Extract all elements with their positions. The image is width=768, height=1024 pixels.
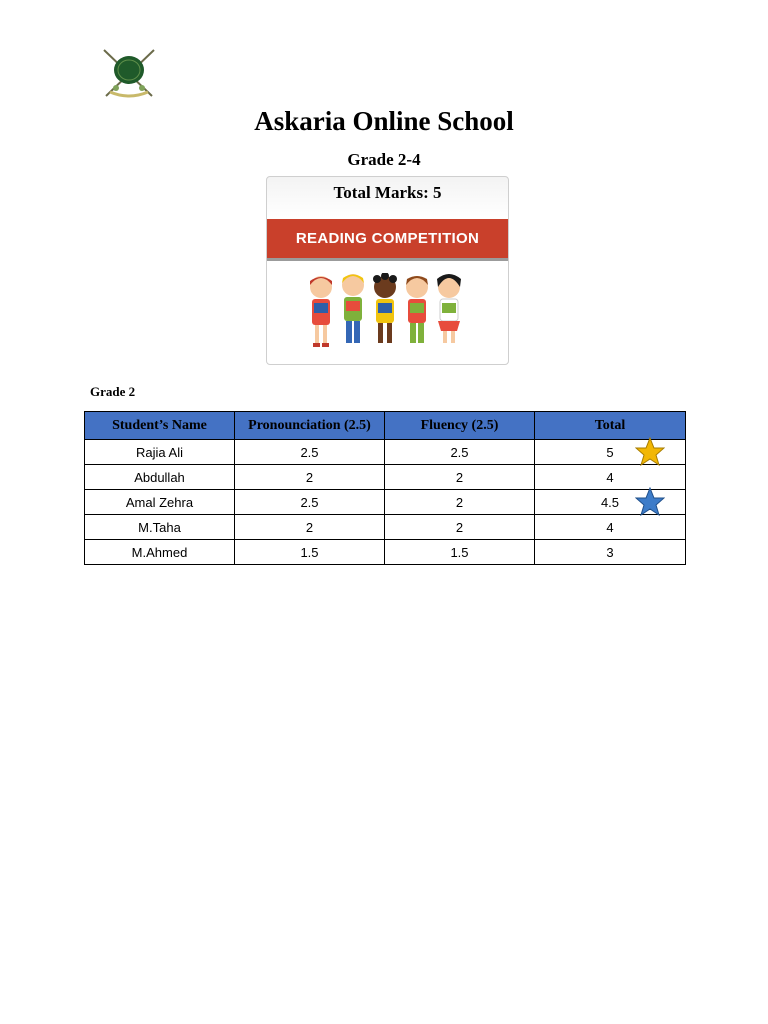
fluency-score: 2 <box>385 465 535 490</box>
column-header-fluency: Fluency (2.5) <box>385 412 535 440</box>
competition-title: READING COMPETITION <box>267 219 508 261</box>
column-header-pronunciation: Pronounciation (2.5) <box>235 412 385 440</box>
table-row <box>85 515 686 540</box>
total-score: 4 <box>535 465 686 490</box>
table-row <box>85 465 686 490</box>
page-title: Askaria Online School <box>254 106 514 136</box>
total-score-cell <box>535 440 686 465</box>
results-table <box>84 411 686 565</box>
fluency-score: 2 <box>385 515 535 540</box>
pronunciation-score: 2.5 <box>235 440 385 465</box>
total-score-cell <box>535 490 686 515</box>
fluency-score: 2 <box>385 490 535 515</box>
column-header-name: Student’s Name <box>85 412 235 440</box>
total-marks: Total Marks: 5 <box>333 183 442 202</box>
student-name: M.Ahmed <box>85 540 235 565</box>
table-header-row <box>85 412 686 440</box>
student-name: Rajia Ali <box>85 440 235 465</box>
pronunciation-score: 2 <box>235 515 385 540</box>
student-name: Abdullah <box>85 465 235 490</box>
competition-banner <box>266 176 509 365</box>
gold-star-icon <box>635 437 665 467</box>
total-score: 4.5 <box>600 494 620 510</box>
total-score: 3 <box>535 540 686 565</box>
table-row <box>85 440 686 465</box>
pronunciation-score: 2.5 <box>235 490 385 515</box>
fluency-score: 2.5 <box>385 440 535 465</box>
grade-range: Grade 2-4 <box>347 150 421 169</box>
pronunciation-score: 1.5 <box>235 540 385 565</box>
column-header-total: Total <box>535 412 686 440</box>
table-row <box>85 540 686 565</box>
school-logo <box>96 46 162 104</box>
student-name: M.Taha <box>85 515 235 540</box>
table-row <box>85 490 686 515</box>
section-grade-label: Grade 2 <box>90 384 136 399</box>
pronunciation-score: 2 <box>235 465 385 490</box>
blue-star-icon <box>635 487 665 517</box>
fluency-score: 1.5 <box>385 540 535 565</box>
reading-kids-illustration <box>305 273 475 357</box>
total-score: 4 <box>535 515 686 540</box>
student-name: Amal Zehra <box>85 490 235 515</box>
total-score: 5 <box>606 444 614 460</box>
